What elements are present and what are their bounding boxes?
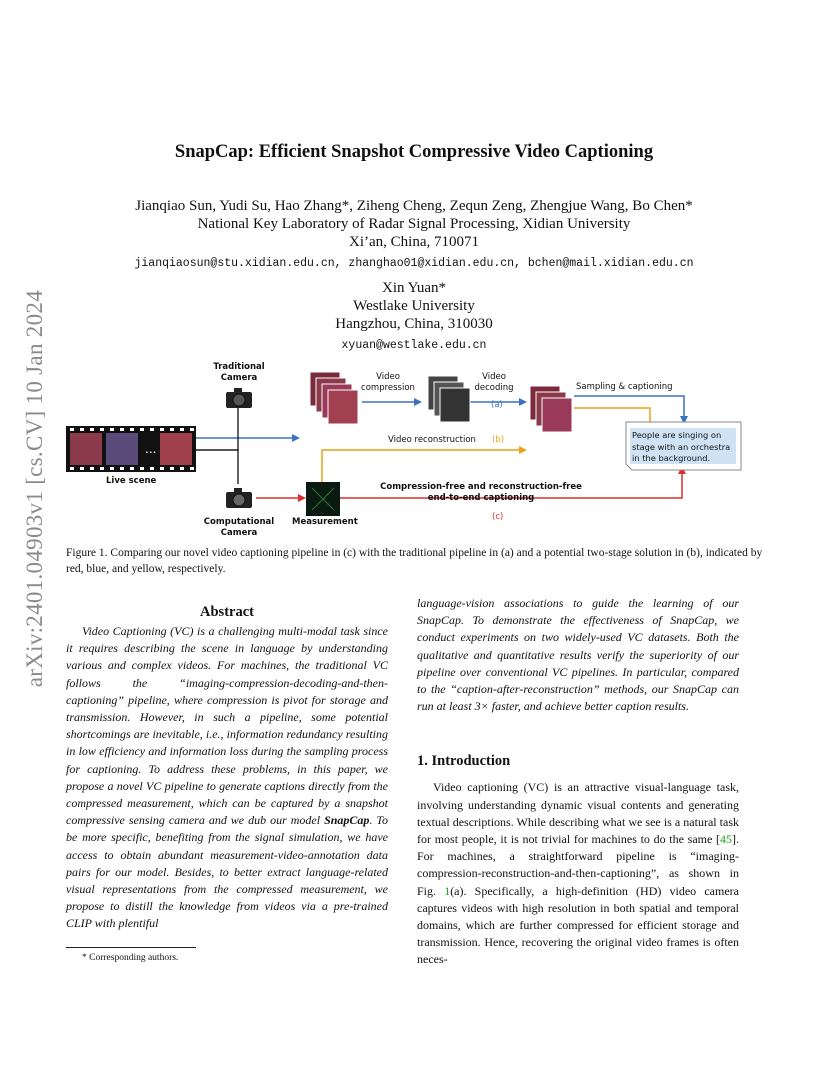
video-reconstruction-label: Video reconstruction bbox=[388, 435, 476, 445]
author-block bbox=[0, 197, 828, 355]
abstract-text: Video Captioning (VC) is a challenging multi-modal task since it requires describing the scene in language by understanding various and complex videos. For machines, the traditional VC follows the “imaging-compression-decoding-and-then-captioning” pipeline, where compression is pivot for storage and transmission. However, in such a pipeline, some potential shortcomings are inevitable, i.e., information redundancy resulting in low efficiency and information loss during the sampling process for captioning. To address these problems, in this paper, we propose a novel VC pipeline to generate captions directly from the compressed measurement, which can be captured by a snapshot compressive sensing camera and we dub our model SnapCap. To be more specific, benefiting from the signal simulation, we have access to obtain abundant measurement-video-annotation data pairs for our model. Besides, to better extract language-related visual representations from the compressed measurement, we propose to distill the knowledge from videos via a pre-trained CLIP with plentiful bbox=[66, 624, 388, 931]
paper-title: SnapCap: Efficient Snapshot Compressive Video Captioning bbox=[174, 142, 654, 162]
video-frames-stack-2 bbox=[530, 386, 572, 432]
connector-down bbox=[196, 450, 238, 484]
compression-free-label: Compression-free and reconstruction-free end-to-end captioning bbox=[380, 482, 582, 503]
computational-camera-label: Computational Camera bbox=[203, 517, 275, 538]
footnote-rule bbox=[66, 947, 196, 948]
caption-output-text: People are singing on stage with an orchestra in the background. bbox=[632, 430, 731, 463]
abstract-heading: Abstract bbox=[200, 604, 254, 620]
affiliation-2: Westlake University bbox=[353, 298, 475, 314]
email-2[interactable]: xyuan@westlake.edu.cn bbox=[341, 339, 487, 352]
figure-ref-1[interactable]: 1 bbox=[444, 883, 451, 898]
location-2: Hangzhou, China, 310030 bbox=[335, 316, 493, 332]
yellow-pipeline-arrows bbox=[322, 408, 650, 484]
scene-connectors bbox=[196, 406, 238, 484]
live-scene-label: Live scene bbox=[106, 476, 157, 486]
citation-45[interactable]: 45 bbox=[720, 832, 732, 847]
arrowhead bbox=[519, 446, 527, 454]
introduction-heading: 1. Introduction bbox=[417, 753, 511, 770]
arrowhead bbox=[292, 434, 300, 442]
affiliation-1: National Key Laboratory of Radar Signal Processing, Xidian University bbox=[197, 216, 631, 232]
traditional-camera-icon bbox=[226, 388, 252, 408]
authors-line: Jianqiao Sun, Yudi Su, Hao Zhang*, Ziheng Cheng, Zequn Zeng, Zhengjue Wang, Bo Chen* bbox=[135, 198, 693, 214]
video-compression-label: Video compression bbox=[361, 372, 415, 393]
figure-1 bbox=[66, 360, 766, 540]
abstract-continued: language-vision associations to guide the learning of our SnapCap. To demonstrate the effectiveness of SnapCap, we conduct experiments on two widely-used VC datasets. Both the qualitative and quantitative results verify the superiority of our pipeline over conventional VC pipelines. In particular, compared to the “caption-after-reconstruction” methods, our SnapCap can run at least 3× faster, and achieve better caption results. bbox=[417, 596, 739, 714]
model-name: SnapCap bbox=[324, 813, 370, 828]
arrowhead bbox=[298, 494, 306, 502]
arrowhead bbox=[414, 398, 422, 406]
right-column bbox=[417, 595, 739, 969]
connector-up bbox=[196, 406, 238, 450]
footnote: * Corresponding authors. bbox=[82, 953, 179, 963]
author-2: Xin Yuan* bbox=[381, 280, 447, 296]
figure-caption: Figure 1. Comparing our novel video captioning pipeline in (c) with the traditional pipeline in (a) and a potential two-stage solution in (b), indicated by red, blue, and yellow, respectively. bbox=[66, 547, 763, 575]
sampling-captioning-label: Sampling & captioning bbox=[576, 382, 673, 392]
measurement-label: Measurement bbox=[292, 517, 358, 527]
blue-arrow-4 bbox=[574, 396, 684, 418]
live-scene-filmstrip bbox=[66, 426, 196, 472]
compressed-frames-stack bbox=[428, 376, 470, 422]
label-b: (b) bbox=[492, 435, 505, 445]
emails-1[interactable]: jianqiaosun@stu.xidian.edu.cn, zhanghao01@xidian.edu.cn, bchen@mail.xidian.edu.cn bbox=[134, 257, 694, 270]
video-frames-stack-1 bbox=[310, 372, 358, 424]
video-decoding-label: Video decoding bbox=[474, 372, 514, 393]
arrowhead bbox=[519, 398, 527, 406]
label-a: (a) bbox=[491, 400, 503, 410]
svg-text:...: ... bbox=[145, 442, 157, 456]
introduction-text: Video captioning (VC) is an attractive visual-language task, involving understanding dynamic visual contents and generating textual descriptions. While describing what we see is a natural task for most people, it is not trivial for machines to do the same [45]. For machines, a straightforward pipeline is “imaging-compression-reconstruction-and-then-captioning”, as shown in Fig. 1(a). Specifically, a high-definition (HD) video camera captures videos with high resolution in both spatial and temporal domains, which are further compressed for efficient storage and transmission. Hence, recovering the original video frames is often neces- bbox=[417, 780, 739, 967]
traditional-camera-label: Traditional Camera bbox=[213, 362, 265, 383]
left-column bbox=[66, 604, 388, 933]
location-1: Xi’an, China, 710071 bbox=[349, 234, 479, 250]
yellow-arrow-1 bbox=[322, 450, 521, 484]
computational-camera-icon bbox=[226, 488, 252, 508]
label-c: (c) bbox=[492, 512, 504, 522]
arxiv-stamp: arXiv:2401.04903v1 [cs.CV] 10 Jan 2024 bbox=[22, 290, 47, 688]
